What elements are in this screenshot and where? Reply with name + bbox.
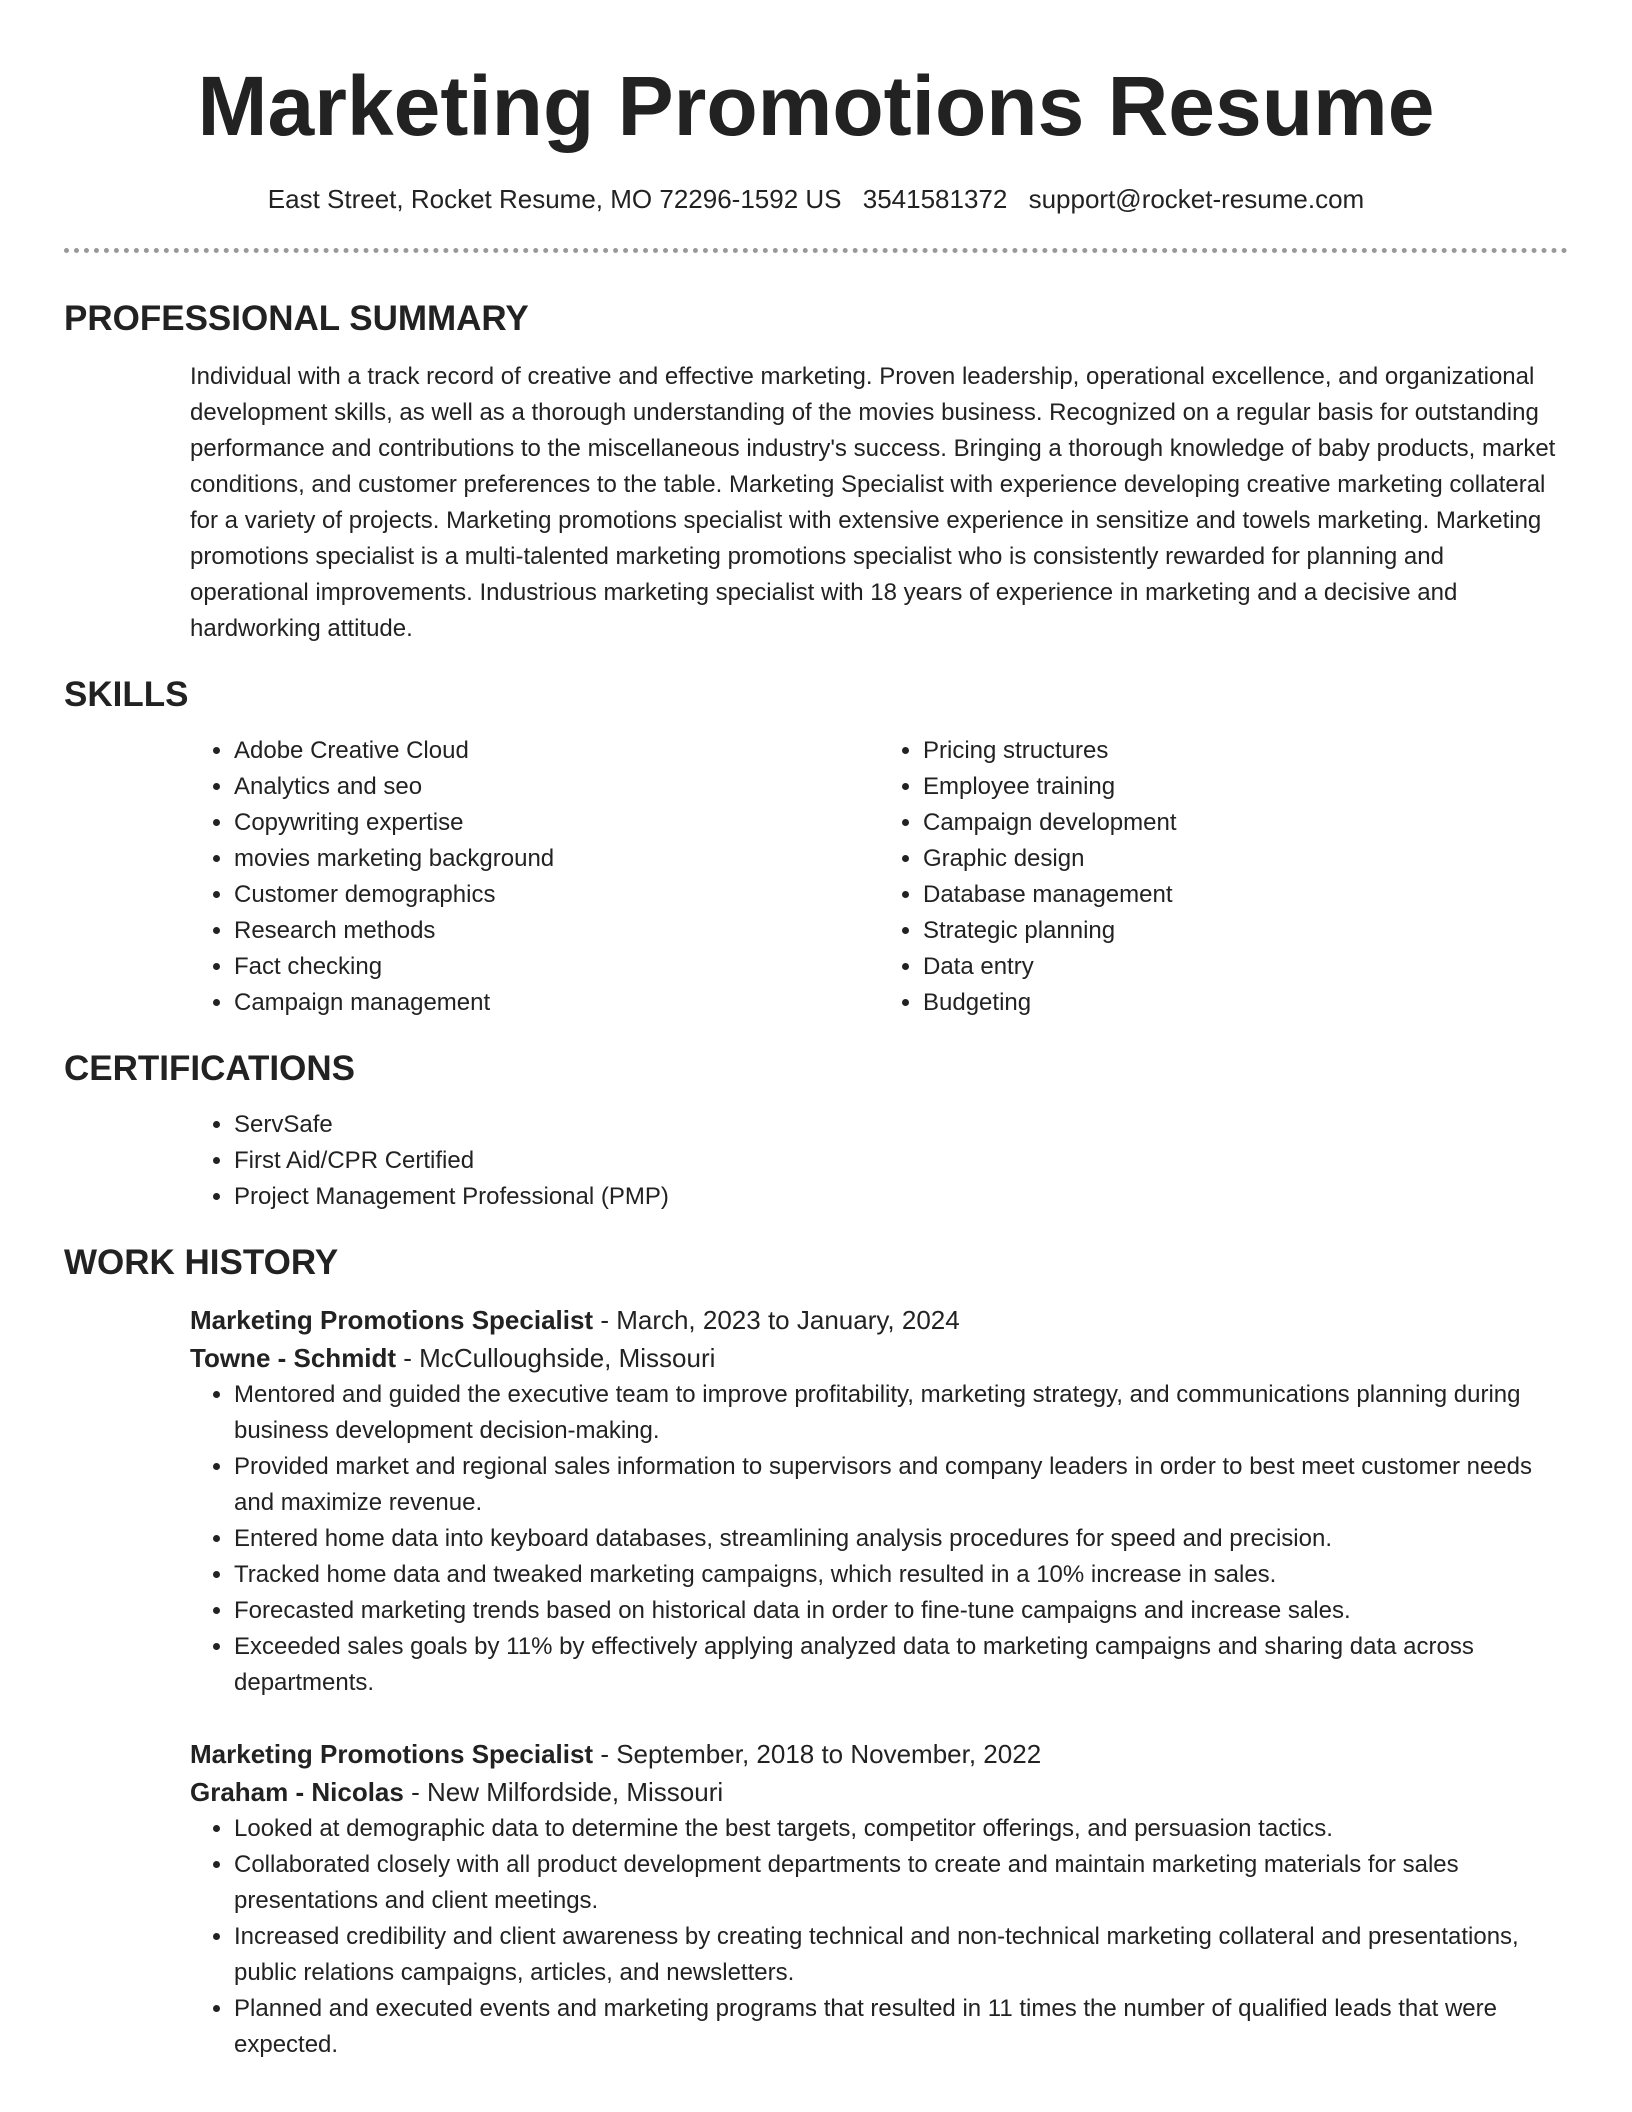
resume-page xyxy=(64,0,1568,2063)
list-item: • Mentored and guided the executive team to improve profitability, marketing strategy, and communications planning during business development decision-making. xyxy=(234,1377,1568,1449)
work-history-section xyxy=(64,1241,1568,2063)
skills-grid xyxy=(190,733,1568,1021)
skills-section xyxy=(64,673,1568,1021)
section-title-work-history: WORK HISTORY xyxy=(64,1243,339,1282)
list-item: • Strategic planning xyxy=(923,913,1568,949)
list-item: • Tracked home data and tweaked marketing campaigns, which resulted in a 10% increase in sales. xyxy=(234,1557,1568,1593)
list-item: • Data entry xyxy=(923,949,1568,985)
skills-left-list xyxy=(190,733,879,1021)
job-company-line xyxy=(190,1773,1568,1811)
list-item: • Collaborated closely with all product development departments to create and maintain marketing materials for sales presentations and client meetings. xyxy=(234,1847,1568,1919)
job-dates: - September, 2018 to November, 2022 xyxy=(593,1739,1042,1769)
job-role: Marketing Promotions Specialist xyxy=(190,1739,594,1769)
skills-right-list xyxy=(879,733,1568,1021)
list-item: • Entered home data into keyboard databases, streamlining analysis procedures for speed and precision. xyxy=(234,1521,1568,1557)
certifications-section xyxy=(64,1047,1568,1215)
list-item: • Planned and executed events and marketing programs that resulted in 11 times the number of qualified leads that were expected. xyxy=(234,1991,1568,2063)
list-item: • Database management xyxy=(923,877,1568,913)
header-divider xyxy=(64,248,1568,253)
job-company-line xyxy=(190,1339,1568,1377)
list-item: • Project Management Professional (PMP) xyxy=(234,1179,1568,1215)
job-location: - New Milfordside, Missouri xyxy=(403,1777,724,1807)
list-item: • Forecasted marketing trends based on historical data in order to fine-tune campaigns and increase sales. xyxy=(234,1593,1568,1629)
resume-title: Marketing Promotions Resume xyxy=(197,59,1435,153)
contact-line xyxy=(64,182,1568,216)
job-role: Marketing Promotions Specialist xyxy=(190,1305,594,1335)
list-item: • ServSafe xyxy=(234,1107,1568,1143)
job-bullets xyxy=(190,1377,1568,1701)
list-item: • Employee training xyxy=(923,769,1568,805)
summary-text: Individual with a track record of creative and effective marketing. Proven leadership, operational excellence, and organizational development skills, as well as a thorough understanding of the movies business. Recognized on a regular basis for outstanding performance and contributions to the miscellaneous industry's success. Bringing a thorough knowledge of baby products, market conditions, and customer preferences to the table. Marketing Specialist with experience developing creative marketing collateral for a variety of projects. Marketing promotions specialist with extensive experience in sensitize and towels marketing. Marketing promotions specialist is a multi-talented marketing promotions specialist who is consistently rewarded for planning and operational improvements. Industrious marketing specialist with 18 years of experience in marketing and a decisive and hardworking attitude. xyxy=(190,363,1556,642)
list-item: • First Aid/CPR Certified xyxy=(234,1143,1568,1179)
job-dates: - March, 2023 to January, 2024 xyxy=(593,1305,960,1335)
list-item: • Campaign management xyxy=(234,985,879,1021)
job-entry xyxy=(190,1735,1568,2063)
list-item: • Exceeded sales goals by 11% by effectively applying analyzed data to marketing campaigns and sharing data across departments. xyxy=(234,1629,1568,1701)
certifications-list xyxy=(190,1107,1568,1215)
section-title-summary: PROFESSIONAL SUMMARY xyxy=(64,299,529,338)
list-item: • Copywriting expertise xyxy=(234,805,879,841)
phone: 3541581372 xyxy=(862,184,1008,214)
job-title-line xyxy=(190,1301,1568,1339)
section-title-certifications: CERTIFICATIONS xyxy=(64,1049,356,1088)
list-item: • Adobe Creative Cloud xyxy=(234,733,879,769)
list-item: • Increased credibility and client awareness by creating technical and non-technical marketing collateral and presentations, public relations campaigns, articles, and newsletters. xyxy=(234,1919,1568,1991)
list-item: • Research methods xyxy=(234,913,879,949)
list-item: • Pricing structures xyxy=(923,733,1568,769)
list-item: • Analytics and seo xyxy=(234,769,879,805)
job-entry xyxy=(190,1301,1568,1701)
list-item: • Campaign development xyxy=(923,805,1568,841)
list-item: • Provided market and regional sales information to supervisors and company leaders in order to best meet customer needs and maximize revenue. xyxy=(234,1449,1568,1521)
list-item: • Customer demographics xyxy=(234,877,879,913)
certifications-bullets xyxy=(190,1107,1568,1215)
email: support@rocket-resume.com xyxy=(1028,184,1365,214)
job-company: Graham - Nicolas xyxy=(190,1777,404,1807)
address: East Street, Rocket Resume, MO 72296-1592 US xyxy=(267,184,842,214)
list-item: • Looked at demographic data to determine the best targets, competitor offerings, and persuasion tactics. xyxy=(234,1811,1568,1847)
job-bullets xyxy=(190,1811,1568,2063)
list-item: • movies marketing background xyxy=(234,841,879,877)
job-company: Towne - Schmidt xyxy=(190,1343,397,1373)
list-item: • Graphic design xyxy=(923,841,1568,877)
summary-section xyxy=(64,297,1568,647)
list-item: • Budgeting xyxy=(923,985,1568,1021)
job-title-line xyxy=(190,1735,1568,1773)
list-item: • Fact checking xyxy=(234,949,879,985)
section-title-skills: SKILLS xyxy=(64,675,189,714)
job-location: - McCulloughside, Missouri xyxy=(396,1343,716,1373)
